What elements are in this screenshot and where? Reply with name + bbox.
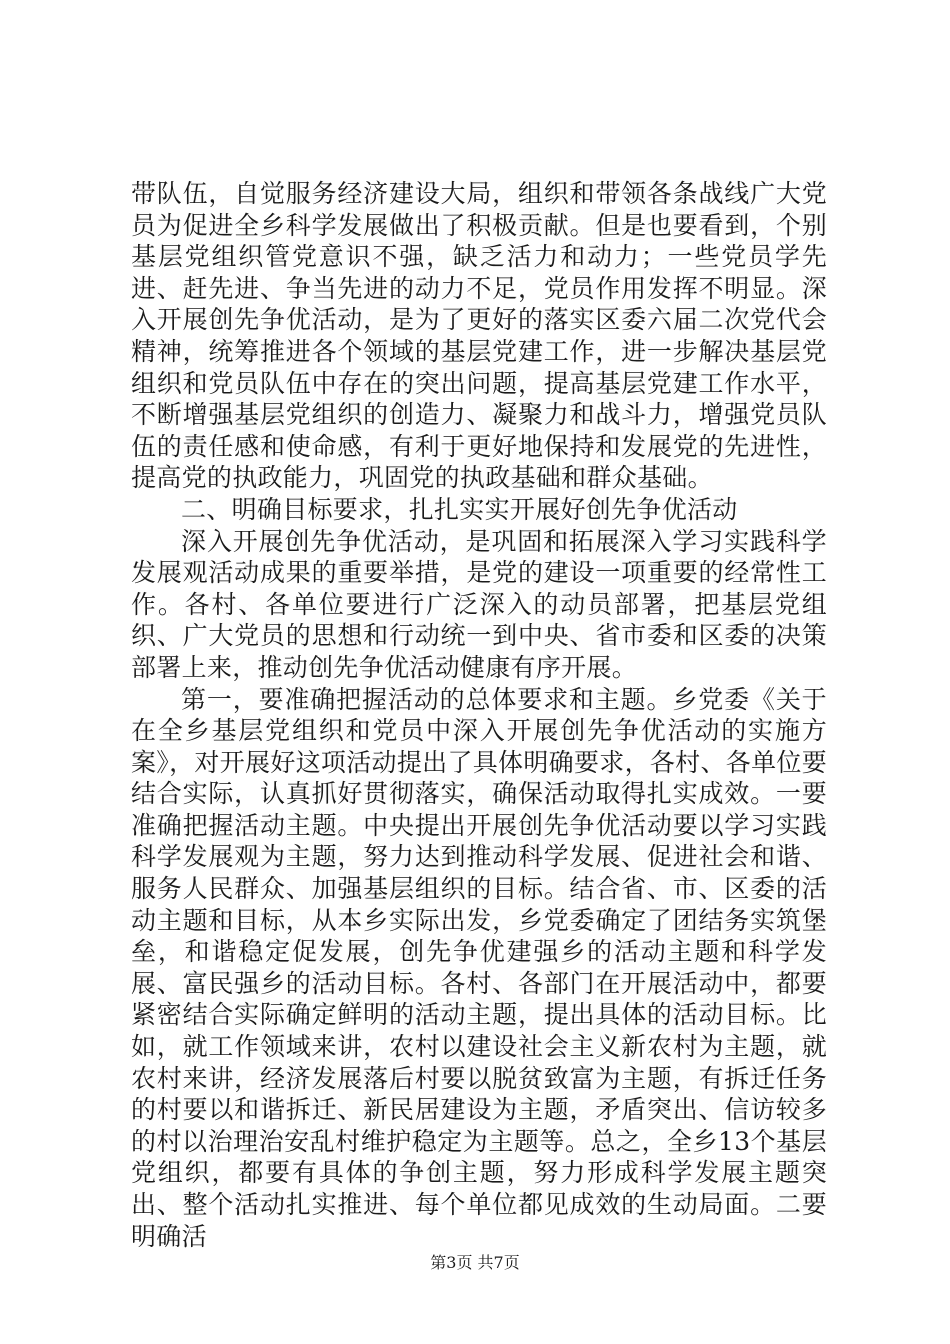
paragraph-3: 深入开展创先争优活动，是巩固和拓展深入学习实践科学发展观活动成果的重要举措，是党的建设一项重要的经常性工作。各村、各单位要进行广泛深入的动员部署，把基层党组织、广大党员的思想和行动统一到中央、省市委和区委的决策部署上来，推动创先争优活动健康有序开展。 xyxy=(131,526,827,682)
section-heading-2: 二、明确目标要求，扎扎实实开展好创先争优活动 xyxy=(181,494,738,524)
paragraph-4: 第一，要准确把握活动的总体要求和主题。乡党委《关于在全乡基层党组织和党员中深入开展创先争优活动的实施方案》，对开展好这项活动提出了具体明确要求，各村、各单位要结合实际，认真抓好贯彻落实，确保活动取得扎实成效。一要准确把握活动主题。中央提出开展创先争优活动要以学习实践科学发展观为主题，努力达到推动科学发展、促进社会和谐、服务人民群众、加强基层组织的目标。结合省、市、区委的活动主题和目标，从本乡实际出发，乡党委确定了团结务实筑堡垒，和谐稳定促发展，创先争优建强乡的活动主题和科学发展、富民强乡的活动目标。各村、各部门在开展活动中，都要紧密结合实际确定鲜明的活动主题，提出具体的活动目标。比如，就工作领域来讲，农村以建设社会主义新农村为主题，就农村来讲，经济发展落后村要以脱贫致富为主题，有拆迁任务的村要以和谐拆迁、新民居建设为主题，矛盾突出、信访较多的村以治理治安乱村维护稳定为主题等。总之，全乡13个基层党组织，都要有具体的争创主题，努力形成科学发展主题突出、整个活动扎实推进、每个单位都见成效的生动局面。二要明确活 xyxy=(131,684,827,1251)
document-body xyxy=(131,178,827,1252)
page-footer: 第3页 共7页 xyxy=(430,1253,520,1272)
paragraph-1: 带队伍，自觉服务经济建设大局，组织和带领各条战线广大党员为促进全乡科学发展做出了积极贡献。但是也要看到，个别基层党组织管党意识不强，缺乏活力和动力；一些党员学先进、赶先进、争当先进的动力不足，党员作用发挥不明显。深入开展创先争优活动，是为了更好的落实区委六届二次党代会精神，统筹推进各个领域的基层党建工作，进一步解决基层党组织和党员队伍中存在的突出问题，提高基层党建工作水平，不断增强基层党组织的创造力、凝聚力和战斗力，增强党员队伍的责任感和使命感，有利于更好地保持和发展党的先进性，提高党的执政能力，巩固党的执政基础和群众基础。 xyxy=(131,179,827,493)
